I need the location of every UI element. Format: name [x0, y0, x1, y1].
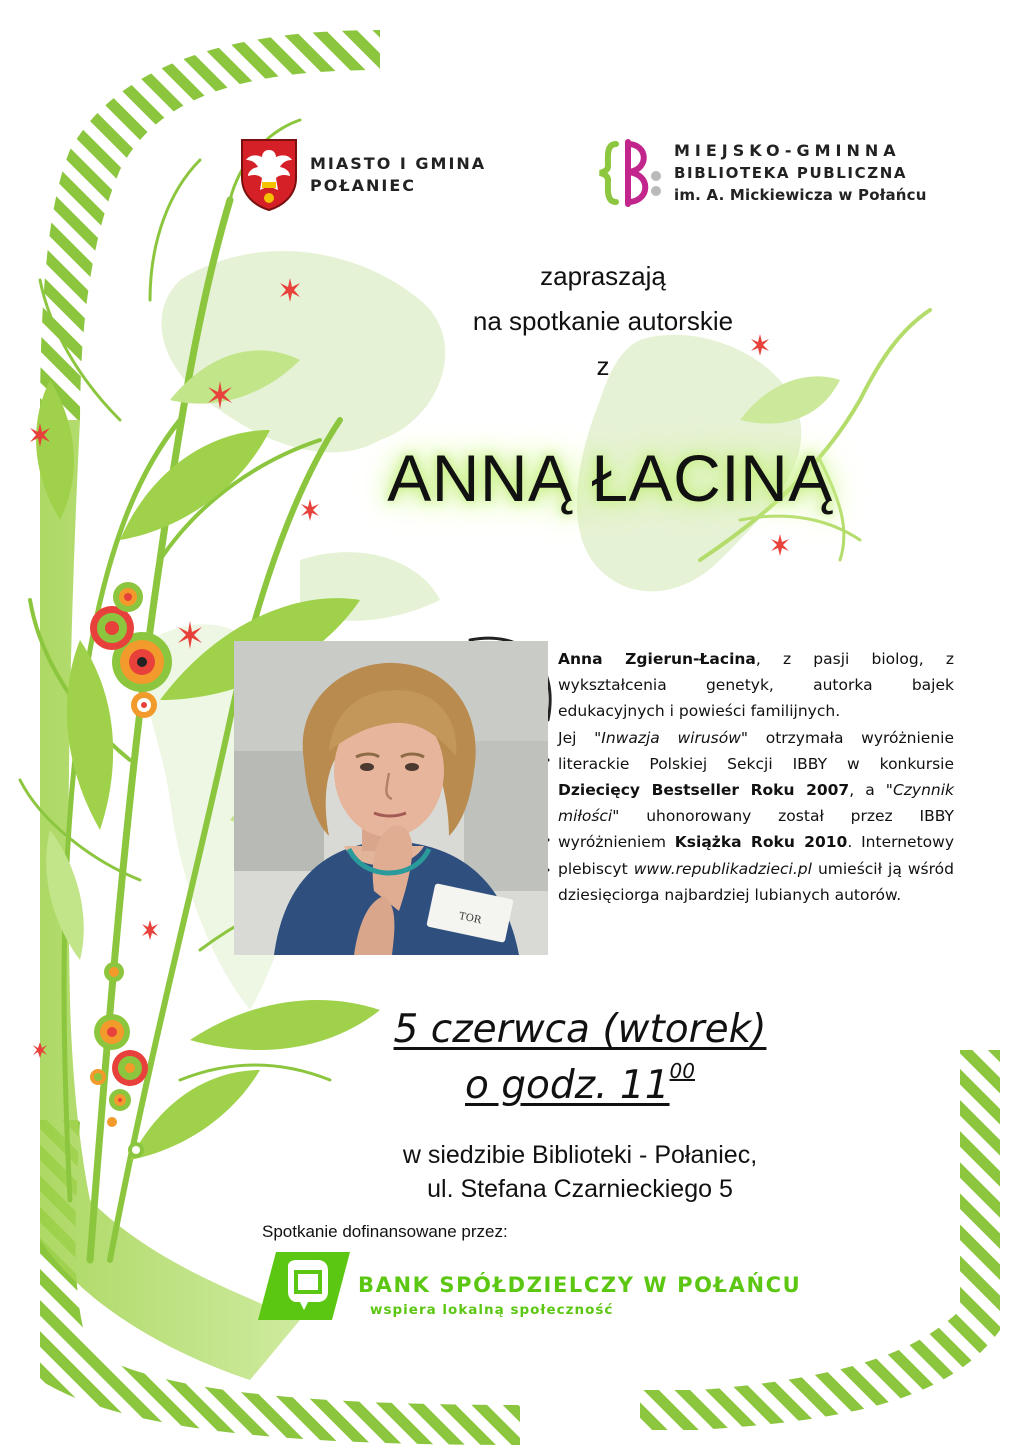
invitation-line3: z: [596, 351, 610, 381]
event-time-hour: o godz. 11: [465, 1063, 670, 1108]
venue-line2: ul. Stefana Czarnieckiego 5: [427, 1175, 733, 1203]
library-name-line1: MIEJSKO-GMINNA: [674, 141, 901, 160]
city-logo: [240, 138, 486, 212]
author-photo: [234, 641, 548, 955]
library-mark-icon: [598, 136, 664, 210]
city-name-line2: POŁANIEC: [310, 176, 416, 195]
bio-award-1: Dziecięcy Bestseller Roku 2007: [558, 781, 850, 800]
bio-text-3: " otrzymała wyróżnienie literackie Polskiej Sekcji IBBY w konkursie: [558, 728, 954, 773]
city-crest-icon: [240, 138, 298, 212]
library-name-line3: im. A. Mickiewicza w Połańcu: [674, 186, 927, 204]
bio-book-1: Inwazja wirusów: [601, 728, 741, 747]
event-time-minutes: 00: [669, 1059, 695, 1083]
bio-website: www.republikadzieci.pl: [633, 859, 812, 878]
sponsor-label: Spotkanie dofinansowane przez:: [262, 1222, 508, 1241]
photo-badge-text: TOR: [457, 910, 483, 927]
bio-text-1: , z pasji biolog, z wykształcenia genetyk, autorka bajek edukacyjnych i powieści familijnych.: [558, 650, 954, 721]
bio-text-4: , a ": [849, 781, 893, 800]
event-venue: [300, 1138, 860, 1206]
author-name-title: ANNĄ ŁACINĄ: [387, 441, 833, 515]
author-bio: [558, 646, 954, 908]
bio-text-5: " uhonorowany został przez IBBY wyróżnieniem: [558, 807, 954, 852]
bio-text-2: Jej ": [558, 728, 602, 747]
bio-author-name: Anna Zgierun-Łacina: [558, 650, 756, 668]
bio-text-7: umieścił ją wśród dziesięciorga najbardziej lubianych autorów.: [558, 859, 954, 904]
library-logo: [598, 136, 927, 210]
invitation-line2: na spotkanie autorskie: [472, 306, 734, 336]
invitation-text: [380, 254, 826, 389]
event-time: [300, 1058, 860, 1119]
bio-award-2: Książka Roku 2010: [674, 833, 848, 852]
bank-slogan: wspiera lokalną społeczność: [370, 1302, 614, 1318]
bank-logo-icon: [258, 1252, 350, 1320]
city-name-line1: MIASTO I GMINA: [310, 154, 487, 173]
bio-book-2: Czynnik miłości: [558, 781, 954, 826]
bio-text-6: . Internetowy plebiscyt: [558, 833, 954, 878]
invitation-line1: zapraszają: [540, 261, 666, 291]
event-date-time: [300, 1002, 860, 1119]
event-date: 5 czerwca (wtorek): [393, 1007, 767, 1052]
library-name-line2: BIBLIOTEKA PUBLICZNA: [674, 164, 908, 182]
venue-line1: w siedzibie Biblioteki - Połaniec,: [402, 1141, 758, 1169]
bank-name: BANK SPÓŁDZIELCZY W POŁAŃCU: [358, 1273, 802, 1297]
